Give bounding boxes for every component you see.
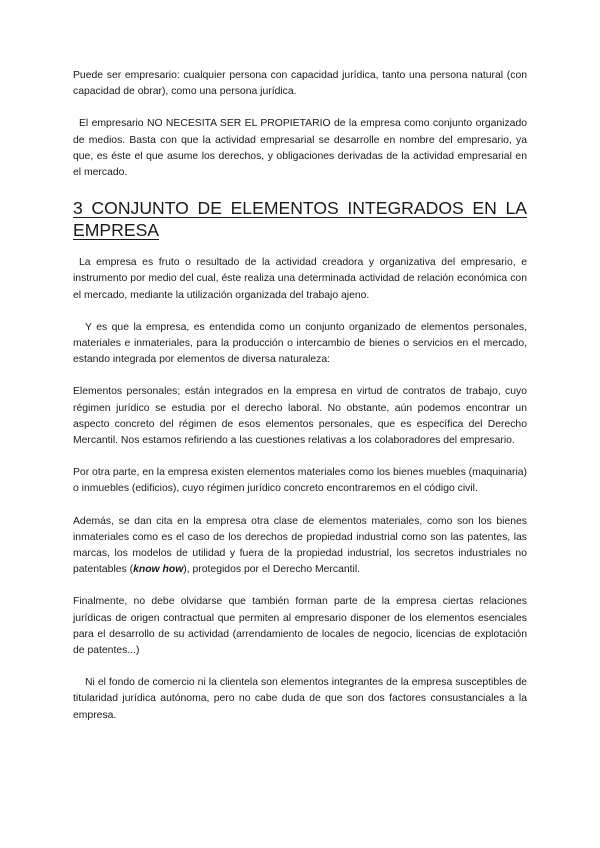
- paragraph-bienes-inmateriales-text-start: Además, se dan cita en la empresa otra clase de elementos materiales, como son los bienes inmateriales como es el caso de los derechos de propiedad industrial como son las patentes, las marcas, los modelos de utilidad y fuera de la propiedad industrial, los secretos industriales no patentables (: [73, 515, 527, 576]
- document-page: [73, 68, 527, 740]
- section-heading: 3 CONJUNTO DE ELEMENTOS INTEGRADOS EN LA EMPRESA: [73, 198, 527, 241]
- paragraph-conjunto-organizado: Y es que la empresa, es entendida como un conjunto organizado de elementos personales, materiales e inmateriales, para la producción o intercambio de bienes o servicios en el mercado, estando integrada por elementos de diversa naturaleza:: [73, 321, 527, 366]
- know-how-term: know how: [133, 564, 184, 576]
- paragraph-relaciones-juridicas: Finalmente, no debe olvidarse que también forman parte de la empresa ciertas relaciones jurídicas de origen contractual que permiten al empresario disponer de los elementos esenciales para el desarrollo de su actividad (arrendamiento de locales de negocio, licencias de explotación de patentes...): [73, 596, 527, 657]
- paragraph-elementos-personales: Elementos personales; están integrados en la empresa en virtud de contratos de trabajo, cuyo régimen jurídico se estudia por el derecho laboral. No obstante, aún podemos encontrar un aspecto concreto del régimen de esos elementos personales, que es específica del Derecho Mercantil. Nos estamos refiriendo a las cuestiones relativas a los colaboradores del empresario.: [73, 386, 527, 447]
- paragraph-fondo-comercio: Ni el fondo de comercio ni la clientela son elementos integrantes de la empresa susceptibles de titularidad jurídica autónoma, pero no cabe duda de que son dos factores consustanciales a la empresa.: [73, 677, 527, 721]
- paragraph-empresario-capacidad: Puede ser empresario: cualquier persona con capacidad jurídica, tanto una persona natural (con capacidad de obrar), como una persona jurídica.: [73, 70, 527, 98]
- paragraph-bienes-inmateriales: [73, 514, 527, 579]
- paragraph-bienes-inmateriales-text-end: ), protegidos por el Derecho Mercantil.: [183, 564, 361, 576]
- paragraph-empresa-fruto: La empresa es fruto o resultado de la actividad creadora y organizativa del empresario, e instrumento por medio del cual, éste realiza una determinada actividad de relación económica con el mercado, mediante la utilización organizada del trabajo ajeno.: [73, 257, 527, 301]
- paragraph-elementos-materiales: Por otra parte, en la empresa existen elementos materiales como los bienes muebles (maquinaria) o inmuebles (edificios), cuyo régimen jurídico concreto encontraremos en el código civil.: [73, 467, 527, 495]
- paragraph-no-propietario: El empresario NO NECESITA SER EL PROPIETARIO de la empresa como conjunto organizado de medios. Basta con que la actividad empresarial se desarrolle en nombre del empresario, ya que, es éste el que asume los derechos, y obligaciones derivadas de la actividad empresarial en el mercado.: [73, 118, 527, 179]
